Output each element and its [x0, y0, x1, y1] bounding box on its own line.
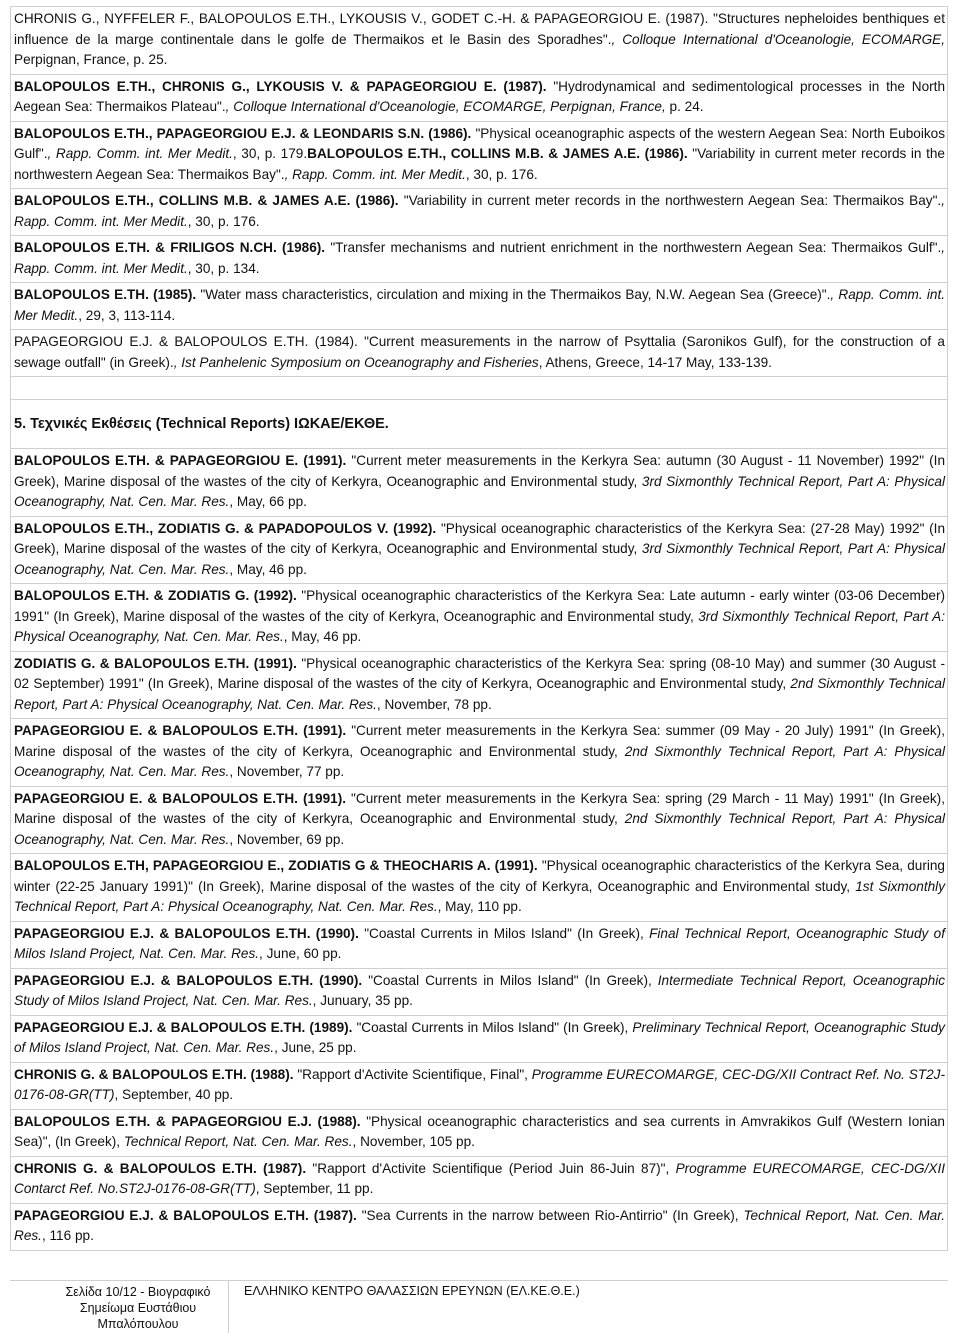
report-source: Intermediate Technical Report, Oceanographic Study of Milos Island Project, Nat. Cen. Mar. Res. — [14, 972, 946, 1008]
report-details: , May, 110 pp. — [437, 899, 522, 914]
report-title: "Physical oceanographic characteristics of the Kerkyra Sea: (27-28 May) 1992" (In Greek), Marine disposal of the wastes of the city of Kerkyra, Oceanographic and Environmental study, — [14, 520, 946, 556]
report-source: 1st Sixmonthly Technical Report, Part A: Physical Oceanography, Nat. Cen. Mar. Res. — [14, 878, 945, 914]
ref-details: , Athens, Greece, 14-17 May, 133-139. — [538, 354, 772, 370]
report-title: "Physical oceanographic characteristics of the Kerkyra Sea: Late autumn - early winter (03-06 December) 1991" (In Greek), Marine disposal of the wastes of the city of Kerkyra, Oceanographic and Environmental study, — [14, 588, 946, 624]
ref-source: , Rapp. Comm. int. Mer Medit. — [14, 193, 945, 229]
footer-separator — [228, 1280, 229, 1333]
report-details: , 116 pp. — [41, 1228, 94, 1243]
report-title: "Physical oceanographic characteristics of the Kerkyra Sea, during winter (22-25 January 1991)" (In Greek), Marine disposal of the wastes of the city of Kerkyra, Oceanographic and Environmental study, — [14, 858, 945, 894]
ref-details: , 30, p. 134. — [187, 260, 260, 276]
report-entry — [10, 584, 948, 652]
report-authors: CHRONIS G. & BALOPOULOS E.TH. (1987). — [14, 1160, 307, 1176]
report-authors: ZODIATIS G. & BALOPOULOS E.TH. (1991). — [14, 655, 297, 671]
section-title: 5. Τεχνικές Εκθέσεις (Technical Reports) ΙΩΚΑΕ/ΕΚΘΕ. — [14, 415, 389, 432]
report-title: "Physical oceanographic characteristics and sea currents in Amvrakikos Gulf (Western Ionian Sea)", (In Greek), — [14, 1113, 945, 1149]
report-authors: PAPAGEORGIOU E. & BALOPOULOS E.TH. (1991). — [14, 790, 347, 806]
report-entry — [10, 719, 948, 787]
report-details: , November, 78 pp. — [376, 696, 492, 712]
ref-authors: BALOPOULOS E.TH. (1985). — [14, 287, 197, 302]
report-source: Programme EURECOMARGE, CEC-DG/XII Contract Ref. No. ST2J-0176-08-GR(TT) — [14, 1066, 946, 1102]
reference-entry — [10, 7, 948, 75]
report-authors: PAPAGEORGIOU E.J. & BALOPOULOS E.TH. (1989). — [14, 1019, 353, 1035]
reference-entry — [10, 189, 948, 236]
ref-details: Perpignan, France, p. 25. — [14, 52, 168, 67]
ref-source: , Colloque International d'Oceanologie, ECOMARGE, Perpignan, France, — [225, 99, 666, 114]
ref-source: , Rapp. Comm. int. Mer Medit. — [14, 287, 946, 323]
reference-entry — [10, 236, 948, 283]
report-entry — [10, 1157, 948, 1204]
report-authors: PAPAGEORGIOU E. & BALOPOULOS E.TH. (1991). — [14, 723, 347, 738]
ref-authors: CHRONIS G., NYFFELER F., BALOPOULOS E.TH., LYKOUSIS V., GODET C.-H. & PAPAGEORGIOU E. (1987). — [14, 11, 709, 26]
ref-details: p. 24. — [665, 99, 704, 114]
ref-details: , 30, p. 176. — [187, 213, 260, 229]
report-details: , November, 69 pp. — [229, 831, 345, 847]
report-source: 2nd Sixmonthly Technical Report, Part A: Physical Oceanography, Nat. Cen. Mar. Res. — [14, 811, 946, 847]
ref-source: , Rapp. Comm. int. Mer Medit. — [14, 240, 946, 276]
ref-source: , Colloque International d'Oceanologie, ECOMARGE, — [611, 31, 945, 47]
ref-source: , Rapp. Comm. int. Mer Medit. — [47, 146, 233, 161]
ref-details: , 30, p. 176. — [465, 166, 538, 182]
report-entry — [10, 1110, 948, 1157]
document-page — [10, 6, 948, 1251]
report-details: , September, 11 pp. — [255, 1181, 374, 1196]
report-source: 3rd Sixmonthly Technical Report, Part A: Physical Oceanography, Nat. Cen. Mar. Res. — [14, 608, 945, 644]
report-entry — [10, 922, 948, 969]
ref-authors: BALOPOULOS E.TH. & FRILIGOS N.CH. (1986). — [14, 240, 326, 255]
report-details: , June, 25 pp. — [274, 1040, 357, 1055]
footer-page-label: Σελίδα 10/12 - Βιογραφικό Σημείωμα Ευστάθιου Μπαλόπουλου — [65, 1285, 211, 1331]
report-authors: PAPAGEORGIOU E.J. & BALOPOULOS E.TH. (1990). — [14, 925, 359, 941]
report-details: , November, 77 pp. — [229, 764, 345, 779]
report-authors: BALOPOULOS E.TH. & ZODIATIS G. (1992). — [14, 588, 297, 603]
report-entry — [10, 652, 948, 720]
report-source: 2nd Sixmonthly Technical Report, Part A: Physical Oceanography, Nat. Cen. Mar. Res. — [14, 743, 946, 779]
report-entry — [10, 787, 948, 855]
ref-authors: BALOPOULOS E.TH., CHRONIS G., LYKOUSIS V. & PAPAGEORGIOU E. (1987). — [14, 78, 547, 94]
report-entry — [10, 449, 948, 517]
report-details: , September, 40 pp. — [114, 1087, 234, 1102]
ref-title: "Hydrodynamical and sedimentological processes in the North Aegean Sea: Thermaikos Plateau". — [14, 78, 946, 114]
ref-source: , Ist Panhelenic Symposium on Oceanography and Fisheries — [173, 354, 539, 370]
report-entry — [10, 854, 948, 922]
footer-institution: ΕΛΛΗΝΙΚΟ ΚΕΝΤΡΟ ΘΑΛΑΣΣΙΩΝ ΕΡΕΥΝΩΝ (ΕΛ.ΚΕ.Θ.Ε.) — [244, 1284, 580, 1298]
ref-source: , Rapp. Comm. int. Mer Medit. — [284, 166, 466, 182]
footer-divider — [10, 1280, 948, 1281]
report-title: "Sea Currents in the narrow between Rio-Antirrio" (In Greek), — [361, 1207, 739, 1223]
report-source: Preliminary Technical Report, Oceanographic Study of Milos Island Project, Nat. Cen. Mar. Res. — [14, 1019, 945, 1055]
report-authors: CHRONIS G. & BALOPOULOS E.TH. (1988). — [14, 1066, 294, 1082]
report-details: , November, 105 pp. — [352, 1134, 475, 1149]
report-title: "Current meter measurements in the Kerkyra Sea: autumn (30 August - 11 November) 1992" (In Greek), Marine disposal of the wastes of the city of Kerkyra, Oceanographic and Environmental study, — [14, 453, 946, 489]
report-source: Final Technical Report, Oceanographic Study of Milos Island Project, Nat. Cen. Mar. Res. — [14, 925, 945, 961]
report-title: "Coastal Currents in Milos Island" (In Greek), — [364, 925, 644, 941]
report-source: 3rd Sixmonthly Technical Report, Part A: Physical Oceanography, Nat. Cen. Mar. Res. — [14, 473, 945, 509]
report-title: "Coastal Currents in Milos Island" (In Greek), — [368, 972, 652, 988]
section-heading — [10, 400, 948, 449]
report-title: "Current meter measurements in the Kerkyra Sea: summer (09 May - 20 July) 1991" (In Greek), Marine disposal of the wastes of the city of Kerkyra, Oceanographic and Environmental study, — [14, 723, 945, 759]
report-entry — [10, 517, 948, 585]
page-footer — [0, 1280, 960, 1333]
reference-entry — [10, 122, 948, 190]
report-entry — [10, 1204, 948, 1251]
report-details: , May, 46 pp. — [229, 561, 307, 577]
ref-authors: BALOPOULOS E.TH., COLLINS M.B. & JAMES A.E. (1986). — [14, 193, 399, 208]
report-title: "Physical oceanographic characteristics of the Kerkyra Sea: spring (08-10 May) and summer (30 August - 02 September) 1991" (In Greek), Marine disposal of the wastes of the city of Kerkyra, Oceanographic and Environmental study, — [14, 655, 946, 691]
report-authors: BALOPOULOS E.TH. & PAPAGEORGIOU E. (1991). — [14, 453, 347, 468]
report-authors: BALOPOULOS E.TH. & PAPAGEORGIOU E.J. (1988). — [14, 1113, 361, 1129]
reference-entry — [10, 330, 948, 377]
report-entry — [10, 1016, 948, 1063]
ref-title: "Variability in current meter records in the northwestern Aegean Sea: Thermaikos Bay". — [403, 193, 942, 208]
ref-authors: BALOPOULOS E.TH., COLLINS M.B. & JAMES A.E. (1986). — [307, 146, 688, 161]
references-table — [10, 6, 948, 1251]
report-entry — [10, 1063, 948, 1110]
report-title: "Current meter measurements in the Kerkyra Sea: spring (29 March - 11 May) 1991" (In Greek), Marine disposal of the wastes of the city of Kerkyra, Oceanographic and Environmental study, — [14, 790, 945, 826]
report-title: "Rapport d'Activite Scientifique (Period Juin 86-Juin 87)", — [312, 1160, 670, 1176]
report-details: , June, 60 pp. — [259, 946, 342, 961]
report-authors: PAPAGEORGIOU E.J. & BALOPOULOS E.TH. (1987). — [14, 1207, 357, 1223]
spacer-row — [10, 377, 948, 400]
report-entry — [10, 969, 948, 1016]
ref-title: "Variability in current meter records in the northwestern Aegean Sea: Thermaikos Bay". — [14, 146, 945, 182]
report-authors: PAPAGEORGIOU E.J. & BALOPOULOS E.TH. (1990). — [14, 972, 363, 988]
report-source: Technical Report, Nat. Cen. Mar. Res. — [14, 1207, 945, 1243]
report-source: Programme EURECOMARGE, CEC-DG/XII Contarct Ref. No.ST2J-0176-08-GR(TT) — [14, 1160, 946, 1196]
ref-details: , 30, p. 179. — [232, 146, 308, 161]
ref-title: "Physical oceanographic aspects of the western Aegean Sea: North Euboikos Gulf". — [14, 125, 946, 161]
report-source: Technical Report, Nat. Cen. Mar. Res. — [120, 1134, 353, 1149]
ref-authors: PAPAGEORGIOU E.J. & BALOPOULOS E.TH. (1984). — [14, 334, 358, 349]
ref-title: "Current measurements in the narrow of Psyttalia (Saronikos Gulf), for the construction of a sewage outfall" (in Greek). — [14, 334, 945, 370]
report-authors: BALOPOULOS E.TH., ZODIATIS G. & PAPADOPOULOS V. (1992). — [14, 520, 437, 536]
report-details: , May, 66 pp. — [229, 494, 307, 509]
report-title: "Coastal Currents in Milos Island" (In Greek), — [356, 1019, 629, 1035]
report-details: , Junuary, 35 pp. — [312, 993, 413, 1008]
report-source: 2nd Sixmonthly Technical Report, Part A: Physical Oceanography, Nat. Cen. Mar. Res. — [14, 676, 945, 712]
ref-title: "Structures nepheloides benthiques et influence de la marge continentale dans le golfe de Thermaikos et le Basin des Sporadhes". — [14, 11, 945, 47]
ref-title: "Transfer mechanisms and nutrient enrichment in the northwestern Aegean Sea: Thermaikos Gulf". — [330, 240, 942, 255]
reference-entry — [10, 75, 948, 122]
ref-title: "Water mass characteristics, circulation and mixing in the Thermaikos Bay, N.W. Aegean Sea (Greece)". — [200, 287, 831, 302]
report-authors: BALOPOULOS E.TH, PAPAGEORGIOU E., ZODIATIS G & THEOCHARIS A. (1991). — [14, 858, 538, 873]
ref-details: , 29, 3, 113-114. — [78, 307, 176, 323]
report-source: 3rd Sixmonthly Technical Report, Part A: Physical Oceanography, Nat. Cen. Mar. Res. — [14, 541, 945, 577]
ref-authors: BALOPOULOS E.TH., PAPAGEORGIOU E.J. & LEONDARIS S.N. (1986). — [14, 125, 472, 141]
reference-entry — [10, 283, 948, 330]
report-title: "Rapport d'Activite Scientifique, Final", — [297, 1066, 528, 1082]
report-details: , May, 46 pp. — [283, 629, 362, 644]
